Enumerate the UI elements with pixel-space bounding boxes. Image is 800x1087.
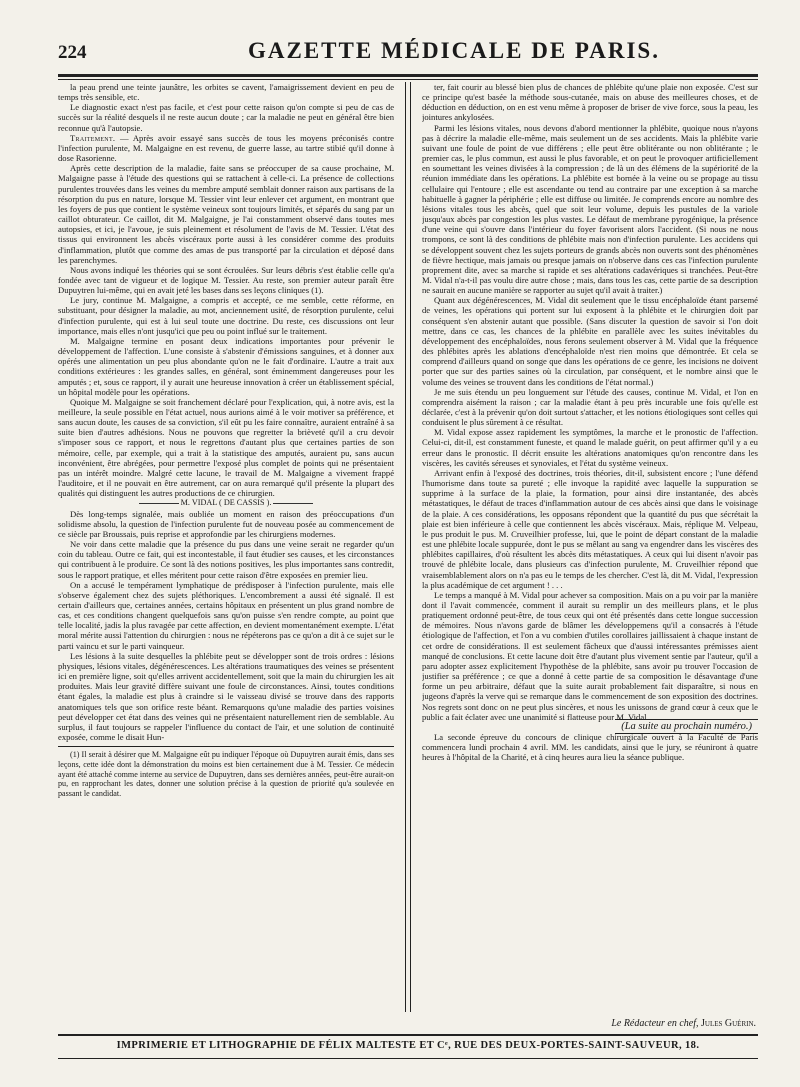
traitement-label: Traitement. (70, 132, 116, 143)
section-heading-text: M. VIDAL ( DE CASSIS ). (180, 498, 272, 508)
continued-text: (La suite au prochain numéro.) (615, 719, 758, 734)
paragraph: la peau prend une teinte jaunâtre, les orbites se cavent, l'amaigrissement devient en peu de temps très sensible, etc. (58, 82, 395, 103)
paragraph: Le diagnostic exact n'est pas facile, et c'est pour cette raison qu'on compte si peu de cas de succès sur la réalité desquels il ne reste aucun doute ; car la maladie ne peut en général être bien reconnue qu'à l'autopsie. (58, 102, 395, 133)
continued-notice (422, 722, 758, 732)
header-rule (58, 74, 758, 77)
footnote: (1) Il serait à désirer que M. Malgaigne eût pu indiquer l'époque où Dupuytren aurait émis, dans ses leçons, cette idée dont la démonstration du moins est bien certainement due à M. Tessier. Ce médecin ayant été attaché comme interne au service de Dupuytren, dans ses dernières années, peut-être aurait-on pu, en rapprochant les dates, donner une solution précise à la question de priorité qu'a soulevée en passant le candidat. (58, 750, 395, 798)
header-rule-thin (58, 79, 758, 80)
paragraph: Les lésions à la suite desquelles la phlébite peut se développer sont de trois ordres : lésions physiques, lésions vitales, dégénérescences. Les altérations traumatiques des veines se présentent ici en première ligne, soit qu'elles arrivent accidentellement, soit que la main du chirurgien les ait produites. Mais leur gravité diffère suivant une foule de circonstances. Ainsi, toutes conditions étant égales, la maladie est plus à craindre si le vaisseau divisé se trouve dans des rapports anatomiques tels que son orifice reste béant. Remarquons qu'une maladie des parties voisines peut développer cet état dans des veines qui ne présentaient naturellement rien de semblable. Au surplus, il faut toujours se rappeler l'influence du contact de l'air, et une solution de continuité exposée, comme le disait Hun- (58, 650, 395, 742)
paragraph-traitement (58, 133, 394, 163)
paragraph: Quant aux dégénérescences, M. Vidal dit seulement que le tissu encéphaloïde étant parsemé de veines, les opérations qui portent sur lui exposent à la phlébite et le chirurgien doit par conséquent s'en abstenir autant que possible. (Sans discuter la question de savoir si l'on doit mettre, dans ce cas, les chances de la phlébite en parallèle avec les suites inévitables du développement des encéphaloïdes, nous ferons seulement observer à M. Vidal que la fréquence des phlébites après les ablations d'encéphaloïde n'est rien moins que démontrée. Et cela se comprend d'ailleurs quand on songe que dans les opérations de ce genre, les incisions ne doivent porter que sur des parties saines où la circulation, par conséquent, et le nombre ainsi que le volume des veines se trouvent dans les conditions de l'état normal.) (421, 295, 758, 387)
page-number: 224 (58, 42, 87, 63)
editor-name: Jules Guérin. (701, 1018, 756, 1029)
paragraph: M. Malgaigne termine en posant deux indications importantes pour prévenir le développement de l'affection. L'une consiste à s'abstenir d'émissions sanguines, et à donner aux opérés une alimentation un peu plus abondante qu'on ne le fait d'ordinaire. L'autre a trait aux conditions extérieures : les grandes salles, en général, sont éminemment dangereuses pour les amputés ; et, sous ce rapport, il y aurait une heureuse innovation à créer un établissement spécial, un hôpital modèle pour les opérations. (58, 335, 395, 397)
paragraph: Ne voir dans cette maladie que la présence du pus dans une veine serait ne regarder qu'un coin du tableau. Outre ce fait, qui est incontestable, il faut étudier ses causes, et les circonstances qui contribuent à le produire. Ce sont là des notions positives, les plus importantes sans contredit, sous le rapport pratique, et elles méritent pour cette raison d'être exposées en premier lieu. (58, 539, 395, 580)
paragraph: On a accusé le tempérament lymphatique de prédisposer à l'infection purulente, mais elle s'observe également chez des sujets pléthoriques. L'encombrement a aussi été signalé. Il est certain d'ailleurs que, certaines années, certains hôpitaux en présentent un plus grand nombre de cas, et ces conditions changent quelquefois sans qu'on puisse s'en rendre compte, au point que telle localité, jadis la plus ravagée par cette affection, en devient momentanément exempte. L'état moral mérite aussi l'attention du chirurgien : nous ne répéterons pas ce qu'on a dit à ce sujet sur le parti vaincu et sur le parti vainqueur. (58, 579, 395, 651)
announcement: La seconde épreuve du concours de clinique chirurgicale ouvert à la Faculté de Paris commencera lundi prochain 4 avril. MM. les candidats, ainsi que le jury, se réuniront à quatre heures à l'hôpital de la Charité, et à cinq heures aura lieu la séance publique. (421, 732, 758, 763)
column-divider (405, 82, 411, 1012)
section-heading (58, 498, 394, 508)
paragraph: Après cette description de la maladie, faite sans se préoccuper de sa cause prochaine, M. Malgaigne passe à l'étude des questions qui se rattachent à celle-ci. La présence de collections purulentes trouvées dans les veines du membre amputé semblait donner raison aux partisans de la résorption du pus en nature, lorsque M. Tessier vint leur enlever cet argument, en montrant que les foyers de pus que contient le système veineux sont toujours limités, et séparés du sang par un caillot obturateur. Ce caillot, dit M. Malgaigne, je l'ai constamment observé dans toutes mes autopsies, et ici, je l'avoue, je suis pleinement et résolument de l'avis de M. Tessier. L'état des tissus qui environnent les abcès viscéraux porte aussi à les considérer comme des produits d'inflammation, plutôt que comme des amas de pus transporté par la circulation et déposé dans les parenchymes. (58, 163, 395, 265)
paragraph: Arrivant enfin à l'exposé des doctrines, trois théories, dit-il, subsistent encore ; l'une défend l'humorisme dans toute sa pureté ; elle invoque la rapidité avec laquelle la suppuration se supprime à la surface de la plaie, la formation, pour ainsi dire instantanée, des abcès métastatiques, le défaut de traces d'inflammation autour de ces abcès ainsi que dans le voisinage de la plaie. A ces considérations, les opposans répondent que la quantité du pus que sécrétait la plaie est bien inférieure à celle que contiennent les abcès viscéraux. Mais, réplique M. Velpeau, le pus produit le pus. M. Cruveilhier professe, lui, que le point de départ constant de la maladie est une phlébite locale suppurée, dont le pus se mêlant au sang va engendrer dans les viscères des phlébites capillaires, d'où résultent les abcès dits métastatiques. A ceux qui lui disent n'avoir pas trouvé de phlébite locale, dans plusieurs cas d'infection purulente, M. Cruveilhier répond que vraisemblablement alors on n'a pas eu le temps de les chercher. C'est là, dit M. Vidal, l'expression la plus académique de cet argument ! . . . (421, 467, 758, 590)
paragraph: Quoique M. Malgaigne se soit franchement déclaré pour l'explication, qui, à notre avis, est la meilleure, la seule possible en l'état actuel, nous aurions aimé à le voir motiver sa préférence, et sans aucun doute, les causes de sa conviction, s'il eût pu les faire connaître, auraient entraîné à sa suite bien d'autres adhésions. Nous ne pouvons que regretter la brièveté qu'il a cru devoir s'imposer sous ce rapport, et nous le regrettons d'autant plus que certaines parties de son mémoire, celle, par exemple, qui a trait à la statistique des amputés, auraient pu, sans aucun inconvénient, être abrégées, pour permettre l'exposé plus complet de points qui ne présentaient pas un intérêt moindre. Malgré cette lacune, le travail de M. Malgaigne a vivement frappé l'auditoire, et il ne pouvait en être autrement, car on aura remarqué qu'il présente la plupart des qualités qui distinguent les autres productions de ce chirurgien. (58, 396, 395, 499)
paragraph: Dès long-temps signalée, mais oubliée un moment en raison des préoccupations d'un solidisme absolu, la question de l'infection purulente fut de nouveau posée au commencement de ce siècle par Broussais, puis reprise et approfondie par les chirurgiens modernes. (58, 508, 395, 539)
editor-signature (611, 1018, 756, 1029)
paragraph: ter, fait courir au blessé bien plus de chances de phlébite qu'une plaie non exposée. C'est sur ce principe qu'est basée la méthode sous-cutanée, mais on abuse des meilleures choses, et de déduction en déduction, on en est venu même à proposer de briser de vive force, sous la peau, les jointures ankylosées. (421, 82, 758, 123)
bottom-rule (58, 1034, 758, 1036)
printer-imprint: IMPRIMERIE ET LITHOGRAPHIE DE FÉLIX MALTESTE ET Cᵉ, RUE DES DEUX-PORTES-SAINT-SAUVEUR, 18. (116, 1040, 700, 1051)
right-column (422, 82, 758, 1012)
page-header (58, 38, 758, 72)
article-columns (58, 82, 758, 1012)
paragraph-text: — Après avoir essayé sans succès de tous les moyens préconisés contre l'infection purulente, M. Malgaigne en est revenu, de guerre lasse, au tartre stibié qu'il donne à dose Rasorienne. (58, 132, 395, 164)
paragraph: Je me suis étendu un peu longuement sur l'étude des causes, continue M. Vidal, et l'on en comprendra aisément la raison ; car la maladie étant à peu près incurable une fois qu'elle est déclarée, c'est à la prévenir qu'on doit surtout s'attacher, et les notions étiologiques sont celles qui conduisent le plus sûrement à ce résultat. (421, 386, 758, 428)
left-column (58, 82, 394, 1012)
bottom-rule-thin (58, 1058, 758, 1059)
paragraph: Le jury, continue M. Malgaigne, a compris et accepté, ce me semble, cette réforme, en substituant, pour désigner la maladie, au mot, anciennement usité, de résorption purulente, celui d'infection purulente, qui est à lui seul toute une doctrine. Du reste, ces discussions ont leur importance, mais elles n'ont jusqu'ici que peu ou point influé sur le traitement. (58, 295, 395, 336)
paragraph: Nous avons indiqué les théories qui se sont écroulées. Sur leurs débris s'est établie celle qu'a fondée avec tant de vigueur et de logique M. Tessier. Au reste, son premier auteur paraît être Dupuytren lui-même, qui en avait jeté les bases dans ses leçons cliniques (1). (58, 264, 395, 296)
signature-prefix: Le Rédacteur en chef, (611, 1018, 699, 1029)
footnote-rule (58, 746, 394, 747)
masthead-title: GAZETTE MÉDICALE DE PARIS. (248, 38, 660, 63)
paragraph: Parmi les lésions vitales, nous devons d'abord mentionner la phlébite, quoique nous n'ayons pas à décrire la maladie elle-même, mais seulement un de ses accidents. Mais la phlébite varie suivant une foule de point de vue différens ; elle peut être oblitérante ou non oblitérante ; le premier cas, le plus commun, est aussi le plus favorable, et on peut le provoquer artificiellement en soumettant les veines divisées à la compression ; de là un des élémens de la supériorité de la réunion immédiate dans les opérations. La phlébite est bornée à la veine ou se propage au tissu cellulaire qui l'entoure ; elle est ascendante ou tend au contraire par une exception à sa marche habituelle à gagner la périphérie ; elle est diffuse ou limitée. Je comprends encore au nombre des lésions vitales tous les abcès, quel que soit leur volume, depuis les pustules de la variole jusqu'aux abcès par congestion les plus vastes. Le défaut de membrane pyrogénique, la présence d'une veine qui s'ouvre dans l'intérieur du foyer favorisent alors l'accident. (Si nous ne nous trompons, ce sont là des conditions de phlébite mais non d'infection purulente. Les accidens qui se développent souvent chez les sujets porteurs de grands abcès non ouverts sont des phénomènes de fièvre hectique, mais jamais ou presque jamais on n'observe dans ces cas l'infection purulente proprement dite, avec sa marche si rapide et ses altérations cadavériques si tranchées. Peut-être M. Vidal n'a-t-il pas voulu dire autre chose ; mais, dans tous les cas, cette partie de sa description ne saurait en aucune manière se rapporter au sujet qu'il avait à traiter.) (421, 122, 758, 296)
paragraph: Le temps a manqué à M. Vidal pour achever sa composition. Mais on a pu voir par la manière dont il l'avait commencée, comment il aurait su remplir un des meilleurs plans, et le plus pratiquement ordonné peut-être, de tous ceux qui ont été présentés dans cette longue succession de mémoires. Nous n'avons garde de blâmer les développemens qu'il a consacrés à l'étude étiologique de l'affection, et l'on a vu combien d'utiles corollaires jaillissaient à chaque instant de cet ordre de considérations. Il est seulement fâcheux que d'aussi intéressantes prémisses aient manqué de conclusions. Et cette lacune doit être d'autant plus vivement sentie par l'auteur, qu'il a paru adopter assez explicitement l'hypothèse de la phlébite, sans avoir pu trouver l'occasion de justifier sa préférence ; ce que a donné à cette partie de sa composition le désavantage d'une forme un peu arbitraire, défaut que la suite aurait probablement fait disparaître, si nous en jugeons d'après la verve qui se remarque dans le commencement de son exposition des doctrines. Nos regrets sont donc on ne peut plus sincères, et nous les unissons de grand cœur à ceux que le public a fait éclater avec une unanimité si flatteuse pour M. Vidal. (421, 589, 758, 722)
paragraph: M. Vidal expose assez rapidement les symptômes, la marche et le pronostic de l'affection. Celui-ci, dit-il, est constamment funeste, et quand le malade guérit, on peut affirmer qu'il y a eu erreur dans le pronostic. Il décrit ensuite les altérations anatomiques qu'on rencontre dans les viscères, les cavités séreuses et synoviales, et l'état du système veineux. (421, 427, 758, 468)
